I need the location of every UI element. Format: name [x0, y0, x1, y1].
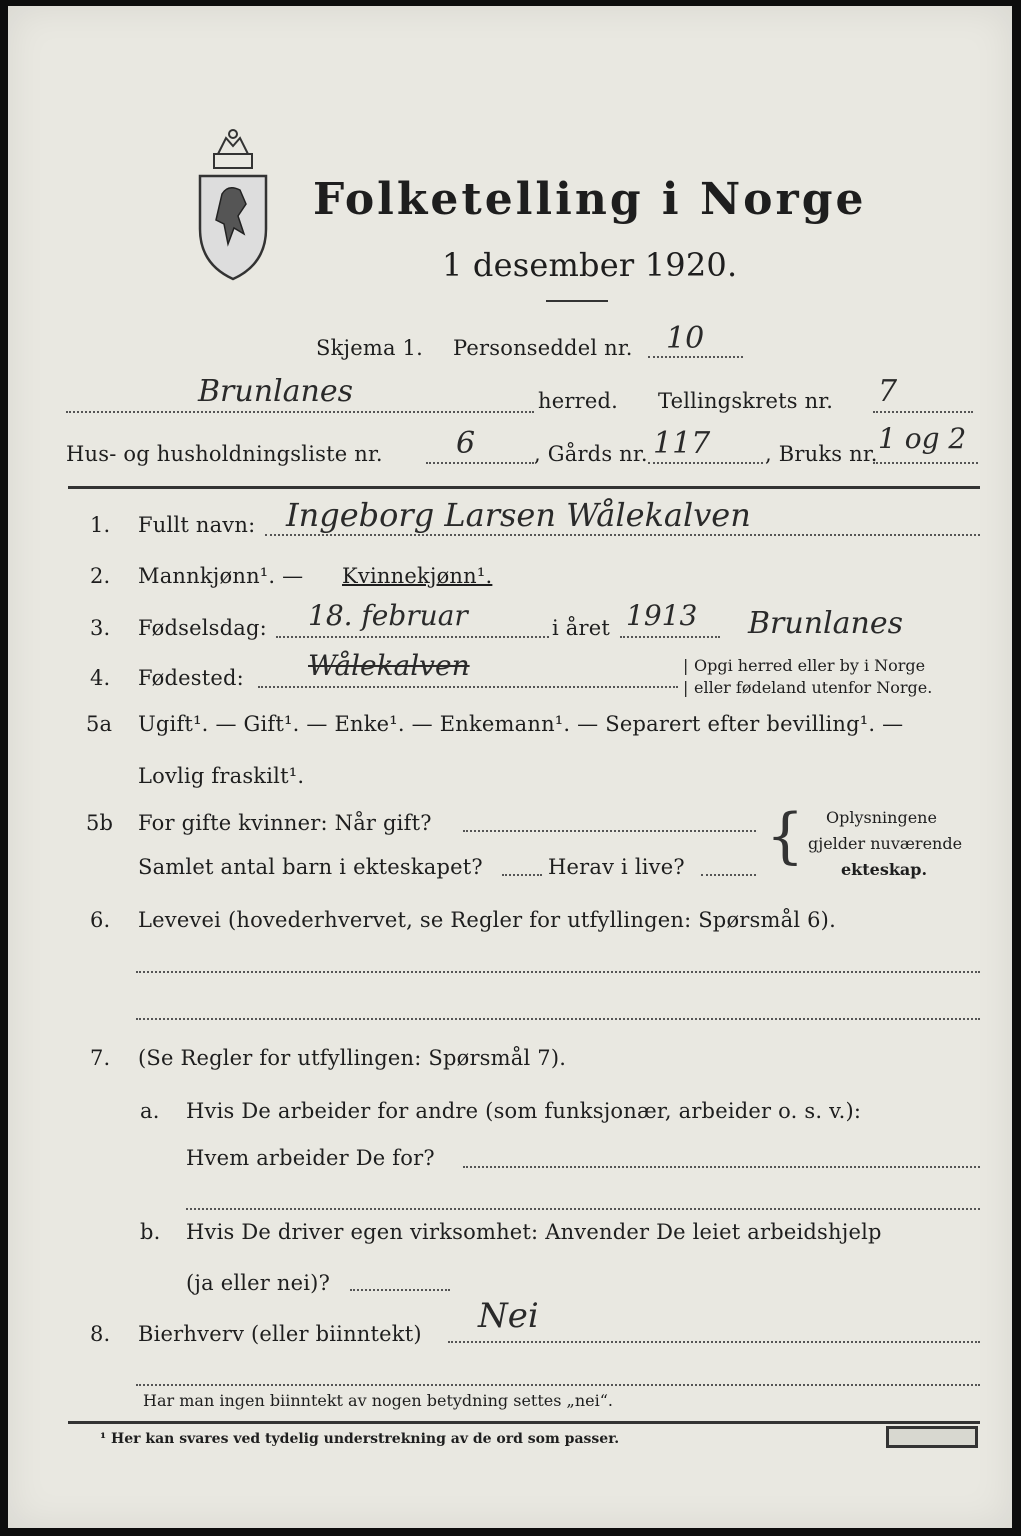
female-option[interactable]: Kvinnekjønn¹.: [342, 564, 493, 588]
full-name-value[interactable]: Ingeborg Larsen Wålekalven: [286, 496, 751, 534]
birth-year-label: i året: [552, 616, 611, 640]
q5b-note-line2: gjelder nuværende: [808, 834, 963, 853]
footer-divider: [68, 1421, 980, 1424]
skjema-label: Skjema 1.: [316, 336, 423, 360]
divorced-option[interactable]: Lovlig fraskilt¹.: [138, 764, 305, 788]
q7a-number: a.: [140, 1099, 160, 1123]
q7-label: (Se Regler for utfyllingen: Spørsmål 7).: [138, 1046, 567, 1070]
q4-note-line2: eller fødeland utenfor Norge.: [694, 678, 933, 697]
side-income-label: Bierhverv (eller biinntekt): [138, 1322, 422, 1346]
q7b-number: b.: [140, 1220, 161, 1244]
q5b-note-brace: {: [766, 801, 805, 871]
occupation-line-1[interactable]: [136, 971, 980, 973]
gards-value[interactable]: 117: [653, 426, 711, 461]
q5b-number: 5b: [86, 811, 114, 835]
q8-number: 8.: [90, 1322, 111, 1346]
q7b-question: Hvis De driver egen virksomhet: Anvender De leiet arbeidshjelp: [186, 1220, 882, 1244]
husliste-label: Hus- og husholdningsliste nr.: [66, 442, 383, 466]
q4-number: 4.: [90, 666, 111, 690]
full-name-label: Fullt navn:: [138, 513, 256, 537]
census-date: 1 desember 1920.: [442, 246, 738, 284]
q4-note-line1: Opgi herred eller by i Norge: [694, 656, 926, 675]
coat-of-arms-icon: [188, 124, 278, 284]
side-income-value[interactable]: Nei: [478, 1296, 539, 1336]
q2-number: 2.: [90, 564, 111, 588]
bruks-value[interactable]: 1 og 2: [878, 422, 967, 455]
personseddel-value[interactable]: 10: [666, 321, 705, 356]
birthplace-value[interactable]: Wålekalven: [308, 649, 470, 682]
birth-year-value[interactable]: 1913: [626, 599, 698, 632]
herred-value[interactable]: Brunlanes: [198, 374, 353, 409]
occupation-line-2[interactable]: [136, 1018, 980, 1020]
birthdate-label: Fødselsdag:: [138, 616, 267, 640]
occupation-label: Levevei (hovederhvervet, se Regler for utfyllingen: Spørsmål 6).: [138, 908, 836, 932]
form-title: Folketelling i Norge: [313, 174, 867, 225]
personseddel-label: Personseddel nr.: [453, 336, 633, 360]
q5b-note-line3: ekteskap.: [841, 860, 928, 879]
employer-label: Hvem arbeider De for?: [186, 1146, 435, 1170]
q3-number: 3.: [90, 616, 111, 640]
title-divider: [546, 300, 608, 302]
q5b-note-line1: Oplysningene: [826, 808, 937, 827]
q4-note-brace: |: [683, 656, 689, 675]
gards-label: , Gårds nr.: [534, 442, 648, 466]
q7a-question: Hvis De arbeider for andre (som funksjonær, arbeider o. s. v.):: [186, 1099, 862, 1123]
q5a-number: 5a: [86, 712, 113, 736]
male-option[interactable]: Mannkjønn¹. —: [138, 564, 304, 588]
printer-mark-stamp: [886, 1426, 978, 1448]
herred-label: herred.: [538, 389, 618, 413]
q7-number: 7.: [90, 1046, 111, 1070]
children-count-label: Samlet antal barn i ekteskapet?: [138, 855, 483, 879]
q1-number: 1.: [90, 513, 111, 537]
tellingskrets-label: Tellingskrets nr.: [658, 389, 834, 413]
children-alive-label: Herav i live?: [548, 855, 685, 879]
husliste-value[interactable]: 6: [456, 426, 476, 461]
footnote: ¹ Her kan svares ved tydelig understrekning av de ord som passer.: [100, 1431, 620, 1447]
birthplace-label: Fødested:: [138, 666, 244, 690]
birthdate-value[interactable]: 18. februar: [308, 599, 468, 632]
footer-note: Har man ingen biinntekt av nogen betydning settes „nei“.: [143, 1391, 613, 1410]
hired-help-field[interactable]: [350, 1289, 450, 1291]
tellingskrets-value[interactable]: 7: [878, 374, 898, 409]
q6-number: 6.: [90, 908, 111, 932]
marital-status-options[interactable]: Ugift¹. — Gift¹. — Enke¹. — Enkemann¹. — Separert efter bevilling¹. —: [138, 712, 904, 736]
birthplace-annotation[interactable]: Brunlanes: [748, 606, 903, 641]
married-when-label: For gifte kvinner: Når gift?: [138, 811, 432, 835]
census-form-page: Folketelling i Norge 1 desember 1920. Skjema 1. Personseddel nr. 10 Brunlanes herred. Tellingskrets nr. 7 Hus- og husholdningsliste nr. 6 , Gårds nr. 117 , Bruks nr. 1 og 2 1. Fullt navn: Ingeborg Larsen Wålekalven 2. Mannkjønn¹. — Kvinnekjønn¹. 3. Fødselsdag: 18. februar i året 1913 Brunlanes 4. Fødested: Wålekalven | | Opgi herred eller by i Norge eller fødeland utenfor Norge. 5a Ugift¹. — Gift¹. — Enke¹. — Enkemann¹. — Separert efter bevilling¹. — Lovlig fraskilt¹. 5b For gifte kvinner: Når gift? Samlet antal barn i ekteskapet? Herav i live? { Oplysningene gjelder nuværende ekteskap. 6. Levevei (hovederhvervet, se Regler for utfyllingen: Spørsmål 6). 7. (Se Regler for utfyllingen: Spørsmål 7). a. Hvis De arbeider for andre (som funksjonær, arbeider o. s. v.): Hvem arbeider De for? b. Hvis De driver egen virksomhet: Anvender De leiet arbeidshjelp (ja eller nei)? 8. Bierhverv (eller biinntekt) Nei Har man ingen biinntekt av nogen betydning settes „nei“. ¹ Her kan svares ved tydelig understrekning av de ord som passer.: [8, 6, 1012, 1528]
header-divider: [68, 486, 980, 489]
bruks-label: , Bruks nr.: [765, 442, 878, 466]
employer-field[interactable]: [463, 1166, 980, 1168]
hired-help-label: (ja eller nei)?: [186, 1271, 331, 1295]
